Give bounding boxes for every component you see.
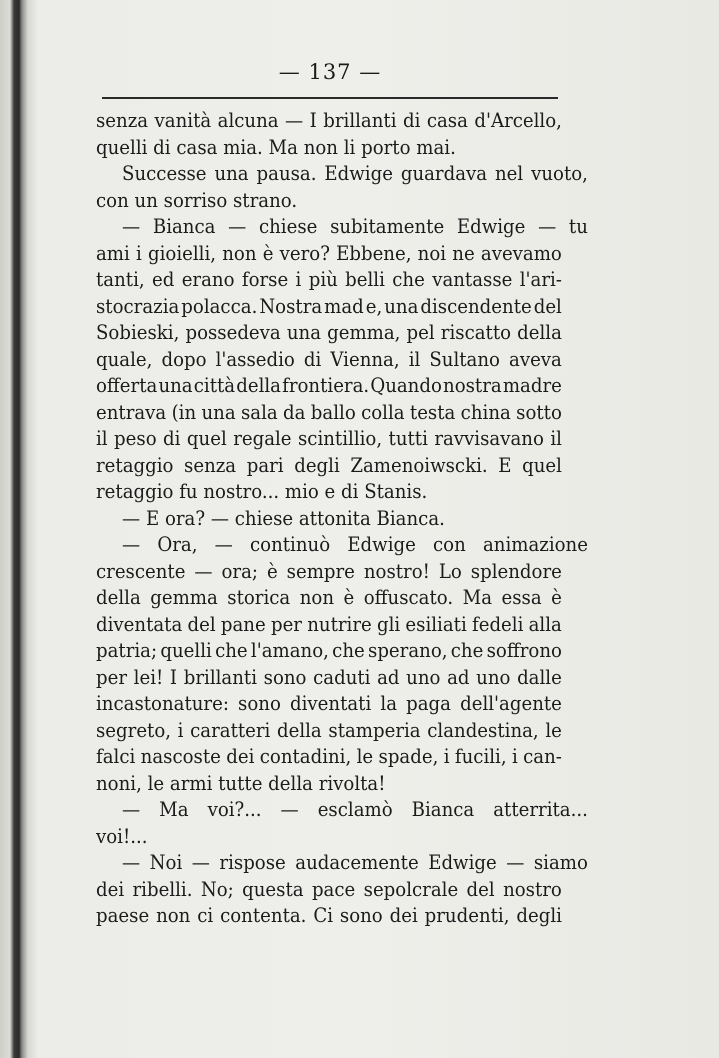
text-word: tutti bbox=[388, 427, 428, 450]
text-word: — bbox=[285, 109, 304, 132]
text-line bbox=[96, 850, 588, 877]
text-word: una bbox=[158, 374, 193, 397]
text-word: prudenti, bbox=[424, 904, 510, 927]
text-word: ne bbox=[452, 241, 475, 265]
text-word: polacca. bbox=[181, 294, 258, 318]
text-word: falci bbox=[96, 745, 136, 768]
text-word: senza bbox=[96, 109, 149, 132]
text-line bbox=[96, 585, 562, 612]
text-line bbox=[96, 718, 562, 745]
text-line bbox=[96, 241, 562, 268]
text-word: caratteri bbox=[190, 718, 271, 742]
text-word: con bbox=[433, 533, 466, 556]
text-word: i bbox=[177, 718, 184, 742]
text-word: stocrazia bbox=[96, 294, 180, 318]
text-word: continuò bbox=[250, 533, 331, 556]
text-word: audacemente bbox=[295, 851, 419, 874]
text-word: i bbox=[511, 745, 518, 768]
text-line: noni, le armi tutte della rivolta! bbox=[96, 771, 386, 795]
text-line bbox=[96, 161, 588, 188]
text-word: la bbox=[380, 692, 398, 715]
text-line: con un sorriso strano. bbox=[96, 188, 298, 212]
text-word: ami bbox=[96, 241, 130, 265]
text-line bbox=[96, 903, 562, 930]
text-word: dei bbox=[389, 904, 418, 927]
text-word: dei bbox=[96, 877, 125, 901]
text-word: tanti, bbox=[96, 268, 145, 291]
text-word: discendente bbox=[420, 294, 532, 318]
text-word: nostro! bbox=[363, 559, 430, 583]
text-word: Zamenoiwscki. bbox=[350, 453, 488, 477]
text-word: Noi bbox=[149, 851, 183, 874]
text-word: di bbox=[402, 109, 421, 132]
text-word: l'assedio bbox=[215, 347, 295, 371]
text-word: non bbox=[222, 241, 257, 265]
text-word: Lo bbox=[438, 559, 462, 583]
text-word: è bbox=[262, 241, 274, 265]
text-word: l'amano, bbox=[250, 639, 329, 662]
text-word: ballo bbox=[310, 400, 356, 424]
text-word: ed bbox=[151, 268, 175, 291]
text-word: — bbox=[538, 215, 557, 238]
text-word: del bbox=[533, 294, 562, 318]
text-word: guardava bbox=[400, 162, 488, 185]
text-word: china bbox=[460, 400, 511, 424]
text-word: animazione bbox=[482, 533, 588, 556]
text-word: atterrita... bbox=[493, 798, 588, 821]
text-word: ad bbox=[447, 665, 470, 689]
text-word: degli bbox=[294, 453, 340, 477]
text-word: vantasse bbox=[432, 268, 513, 291]
text-line bbox=[96, 691, 562, 718]
text-word: i bbox=[295, 268, 302, 291]
text-word: è bbox=[266, 559, 278, 583]
text-word: offerta bbox=[96, 374, 158, 397]
text-word: — bbox=[280, 798, 299, 821]
text-word: dell'agente bbox=[460, 692, 562, 715]
text-word: Ma bbox=[159, 798, 189, 821]
text-line bbox=[96, 347, 562, 374]
text-word: sperano, bbox=[368, 639, 448, 662]
text-word: aveva bbox=[509, 347, 562, 371]
text-word: sempre bbox=[286, 559, 355, 583]
text-word: patria; bbox=[96, 639, 158, 662]
text-word: le bbox=[545, 718, 562, 742]
text-word: esclamò bbox=[317, 798, 393, 821]
text-word: vero? bbox=[279, 241, 330, 265]
text-word: è bbox=[551, 586, 562, 609]
text-word: — bbox=[194, 559, 213, 583]
text-word: che bbox=[332, 639, 365, 662]
text-word: Nostra bbox=[259, 294, 323, 318]
text-word: spade, bbox=[378, 745, 439, 768]
text-word: è bbox=[343, 586, 355, 609]
text-word: alla bbox=[528, 612, 562, 636]
text-word: possedeva bbox=[185, 321, 281, 344]
text-word: le bbox=[356, 745, 374, 768]
text-word: Edwige bbox=[456, 215, 526, 238]
text-word: forse bbox=[241, 268, 289, 291]
text-word: i bbox=[443, 745, 450, 768]
text-word: (in bbox=[171, 400, 197, 424]
text-line bbox=[96, 294, 562, 321]
text-word: — bbox=[122, 533, 141, 556]
text-line bbox=[96, 320, 562, 347]
text-word: erano bbox=[181, 268, 235, 291]
text-word: fedeli bbox=[471, 612, 524, 636]
text-word: di bbox=[163, 427, 181, 450]
text-line bbox=[96, 638, 562, 665]
text-word: senza bbox=[184, 453, 237, 477]
text-word: della bbox=[96, 586, 141, 609]
text-word: — bbox=[191, 851, 210, 874]
text-word: sono bbox=[238, 692, 281, 715]
text-word: una bbox=[201, 400, 236, 424]
text-line bbox=[96, 453, 562, 480]
text-word: quale, bbox=[96, 347, 153, 371]
text-word: — bbox=[214, 533, 233, 556]
text-word: regale bbox=[233, 427, 292, 450]
text-word: vanità bbox=[154, 109, 212, 132]
text-word: peso bbox=[114, 427, 157, 450]
text-line: retaggio fu nostro... mio e di Stanis. bbox=[96, 480, 428, 503]
text-word: quel bbox=[186, 427, 227, 450]
text-word: ci bbox=[197, 904, 214, 927]
text-word: tu bbox=[568, 215, 588, 238]
text-word: non bbox=[156, 904, 191, 927]
text-word: non bbox=[299, 586, 335, 609]
text-word: brillanti bbox=[323, 109, 397, 132]
text-word: per bbox=[270, 612, 302, 636]
text-word: I bbox=[169, 665, 178, 689]
text-word: sepolcrale bbox=[363, 877, 459, 901]
text-line bbox=[96, 744, 562, 771]
text-word: l'ari- bbox=[519, 268, 562, 291]
text-word: gli bbox=[376, 612, 401, 636]
text-word: più bbox=[308, 268, 338, 291]
text-word: paese bbox=[96, 904, 150, 927]
text-word: pari bbox=[246, 453, 284, 477]
text-word: casa bbox=[426, 109, 468, 132]
text-word: noi bbox=[417, 241, 447, 265]
text-word: lei! bbox=[133, 665, 164, 689]
text-word: una bbox=[384, 294, 419, 318]
text-word: esiliati bbox=[405, 612, 467, 636]
text-word: gioielli, bbox=[148, 241, 217, 265]
text-word: soffrono bbox=[486, 639, 562, 662]
text-word: che bbox=[450, 639, 484, 662]
text-word: il bbox=[96, 427, 108, 450]
text-word: nostra bbox=[443, 374, 502, 397]
text-word: subitamente bbox=[330, 215, 445, 238]
text-word: quelli bbox=[160, 639, 212, 662]
text-word: per bbox=[96, 665, 128, 689]
text-line bbox=[96, 665, 562, 692]
text-word: segreto, bbox=[96, 718, 172, 742]
text-word: siamo bbox=[533, 851, 588, 874]
text-word: retaggio bbox=[96, 453, 174, 477]
text-word: frontiera. bbox=[282, 374, 370, 397]
text-word: belli bbox=[345, 268, 385, 291]
text-line bbox=[96, 373, 562, 400]
text-word: gemma, bbox=[327, 321, 401, 344]
text-word: Bianca bbox=[411, 798, 475, 821]
page-binding-edge bbox=[0, 0, 36, 1058]
text-word: una bbox=[286, 321, 322, 344]
text-word: questa bbox=[242, 877, 304, 901]
text-word: diventata bbox=[96, 612, 183, 636]
text-word: Edwige bbox=[324, 162, 393, 185]
text-word: del bbox=[187, 612, 216, 636]
text-word: Bianca bbox=[152, 215, 216, 238]
text-word: caduti bbox=[313, 665, 371, 689]
text-word: dalle bbox=[517, 665, 562, 689]
text-word: Quando bbox=[370, 374, 442, 397]
text-word: che bbox=[215, 639, 248, 662]
text-line bbox=[96, 797, 588, 824]
text-word: dei bbox=[226, 745, 255, 768]
text-word: pel bbox=[406, 321, 435, 344]
text-word: madre bbox=[502, 374, 562, 397]
text-word: ribelli. bbox=[132, 877, 193, 901]
text-word: il bbox=[550, 427, 562, 450]
text-word: — bbox=[122, 215, 141, 238]
body-text bbox=[96, 108, 588, 930]
text-word: uno bbox=[406, 665, 441, 689]
text-word: città bbox=[193, 374, 236, 397]
text-word: Successe bbox=[122, 162, 207, 185]
text-word: entrava bbox=[96, 400, 167, 424]
text-word: — bbox=[122, 798, 141, 821]
text-word: da bbox=[283, 400, 306, 424]
text-word: — bbox=[122, 851, 141, 874]
text-word: Ebbene, bbox=[336, 241, 412, 265]
text-word: della bbox=[517, 321, 562, 344]
text-word: una bbox=[214, 162, 249, 185]
text-word: i bbox=[136, 241, 142, 265]
text-word: ora; bbox=[221, 559, 259, 583]
text-word: pace bbox=[311, 877, 356, 901]
text-word: Sobieski, bbox=[96, 321, 180, 344]
text-word: mad bbox=[324, 294, 364, 318]
text-word: Ora, bbox=[157, 533, 198, 556]
text-word: nel bbox=[494, 162, 524, 185]
text-word: essa bbox=[501, 586, 542, 609]
text-line bbox=[96, 877, 562, 904]
text-word: della bbox=[276, 718, 322, 742]
text-word: d'Arcello, bbox=[474, 109, 562, 132]
text-word: gemma bbox=[150, 586, 218, 609]
text-word: Ma bbox=[462, 586, 493, 609]
text-word: il bbox=[408, 347, 421, 371]
text-line bbox=[96, 532, 588, 559]
text-line: quelli di casa mia. Ma non li porto mai. bbox=[96, 135, 456, 159]
text-line bbox=[96, 214, 588, 241]
text-word: degli bbox=[516, 904, 562, 927]
header-rule bbox=[102, 97, 558, 99]
text-word: offuscato. bbox=[363, 586, 454, 609]
text-word: colla bbox=[361, 400, 405, 424]
text-line bbox=[96, 426, 562, 453]
text-word: nascoste bbox=[140, 745, 221, 768]
text-word: Sultano bbox=[429, 347, 500, 371]
text-word: vuoto, bbox=[531, 162, 588, 185]
text-word: paga bbox=[406, 692, 451, 715]
text-word: alcuna bbox=[217, 109, 279, 132]
text-word: sotto bbox=[516, 400, 562, 424]
text-word: Edwige bbox=[428, 851, 497, 874]
text-word: e, bbox=[365, 294, 383, 318]
text-word: contenta. bbox=[220, 904, 307, 927]
text-word: I bbox=[309, 109, 317, 132]
text-word: storica bbox=[227, 586, 291, 609]
text-line: — E ora? — chiese attonita Bianca. bbox=[122, 506, 445, 530]
text-word: splendore bbox=[470, 559, 562, 583]
text-word: della bbox=[236, 374, 281, 397]
text-word: Vienna, bbox=[330, 347, 400, 371]
text-word: avevamo bbox=[480, 241, 562, 265]
text-word: del bbox=[466, 877, 495, 901]
text-word: incastonature: bbox=[96, 692, 229, 715]
text-word: dopo bbox=[161, 347, 207, 371]
text-word: voi?... bbox=[207, 798, 262, 821]
text-word: uno bbox=[476, 665, 511, 689]
text-word: riscatto bbox=[440, 321, 512, 344]
text-word: pane bbox=[220, 612, 266, 636]
text-word: ravvisavano bbox=[434, 427, 544, 450]
text-word: contadini, bbox=[259, 745, 352, 768]
text-word: can- bbox=[523, 745, 562, 768]
text-line bbox=[96, 108, 562, 135]
text-line: voi!... bbox=[96, 824, 148, 848]
text-word: scintillio, bbox=[297, 427, 383, 450]
text-word: diventati bbox=[290, 692, 372, 715]
text-word: sala bbox=[240, 400, 278, 424]
text-word: No; bbox=[200, 877, 234, 901]
text-line bbox=[96, 612, 562, 639]
page-number: — 137 — bbox=[278, 60, 382, 84]
text-line bbox=[96, 267, 562, 294]
text-word: ad bbox=[377, 665, 400, 689]
text-line bbox=[96, 400, 562, 427]
text-word: sono bbox=[263, 665, 307, 689]
text-word: nostro bbox=[503, 877, 562, 901]
text-word: fucili, bbox=[454, 745, 507, 768]
text-word: Edwige bbox=[347, 533, 416, 556]
text-word: nutrire bbox=[307, 612, 372, 636]
text-word: quel bbox=[522, 453, 562, 477]
text-word: che bbox=[392, 268, 425, 291]
text-word: rispose bbox=[219, 851, 286, 874]
text-word: brillanti bbox=[183, 665, 258, 689]
text-word: clandestina, bbox=[427, 718, 539, 742]
text-line bbox=[96, 559, 562, 586]
text-word: — bbox=[506, 851, 525, 874]
text-word: E bbox=[498, 453, 512, 477]
text-word: — bbox=[228, 215, 247, 238]
text-word: stamperia bbox=[328, 718, 421, 742]
text-word: di bbox=[303, 347, 322, 371]
text-word: sono bbox=[339, 904, 383, 927]
text-word: testa bbox=[409, 400, 456, 424]
text-word: pausa. bbox=[256, 162, 317, 185]
text-word: Ci bbox=[313, 904, 334, 927]
text-word: crescente bbox=[96, 559, 186, 583]
text-word: chiese bbox=[258, 215, 318, 238]
